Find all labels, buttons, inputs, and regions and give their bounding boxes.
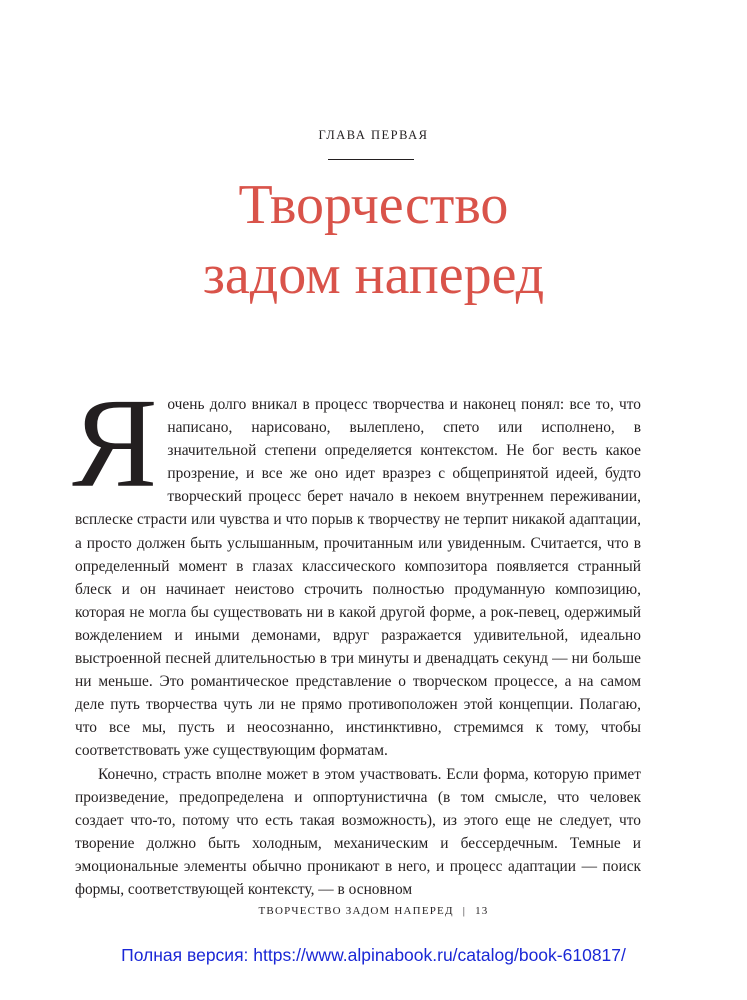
paragraph-1-text: очень долго вникал в процесс творчества и наконец понял: все то, что написано, нарисовано, вылеплено, спето или исполнено, в значительной степени определяется контекстом. Не бог весть какое прозрение, и все же оно идет вразрез с общепринятой идеей, будто творческий процесс берет начало в некоем внутреннем переживании, всплеске страсти или чувства и что порыв к творчеству не терпит никакой адаптации, а просто должен быть услышанным, прочитанным или увиденным. Считается, что в определенный момент в глазах классического композитора появляется странный блеск и он начинает неистово строчить полностью продуманную композицию, которая не могла бы существовать ни в какой другой форме, а рок-певец, одержимый вожделением и иными демонами, вдруг разражается удивительной, идеально выстроенной песней длительностью в три минуты и двенадцать секунд — ни больше ни меньше. Это романтическое представление о творческом процессе, а на самом деле путь творчества чуть ли не прямо противоположен этой концепции. Полагаю, что все мы, пусть и неосознанно, инстинктивно, стремимся к тому, чтобы соответствовать уже существующим форматам.: [75, 396, 641, 760]
running-title: ТВОРЧЕСТВО ЗАДОМ НАПЕРЕД: [258, 905, 454, 917]
chapter-rule: [328, 159, 414, 160]
paragraph-1: [72, 372, 641, 763]
body-text: [72, 372, 641, 901]
chapter-title-line-1: Творчество: [238, 174, 509, 236]
page-number: 13: [475, 905, 489, 917]
chapter-label: ГЛАВА ПЕРВАЯ: [318, 128, 429, 142]
chapter-title-line-2: задом наперед: [202, 244, 545, 306]
full-version-link[interactable]: Полная версия: https://www.alpinabook.ru/catalog/book-610817/: [121, 945, 626, 965]
paragraph-2: Конечно, страсть вполне может в этом участвовать. Если форма, которую примет произведение, предопределена и оппортунистична (в том смысле, что человек создает что-то, потому что есть такая возможность), из этого еще не следует, что творение должно быть холодным, механическим и бессердечным. Темные и эмоциональные элементы обычно проникают в него, и процесс адаптации — поиск формы, соответствующей контексту, — в основном: [75, 765, 641, 898]
chapter-title: [0, 170, 747, 310]
drop-cap: Я: [72, 372, 158, 514]
running-footer: [0, 905, 747, 917]
footer-separator: |: [462, 905, 467, 917]
